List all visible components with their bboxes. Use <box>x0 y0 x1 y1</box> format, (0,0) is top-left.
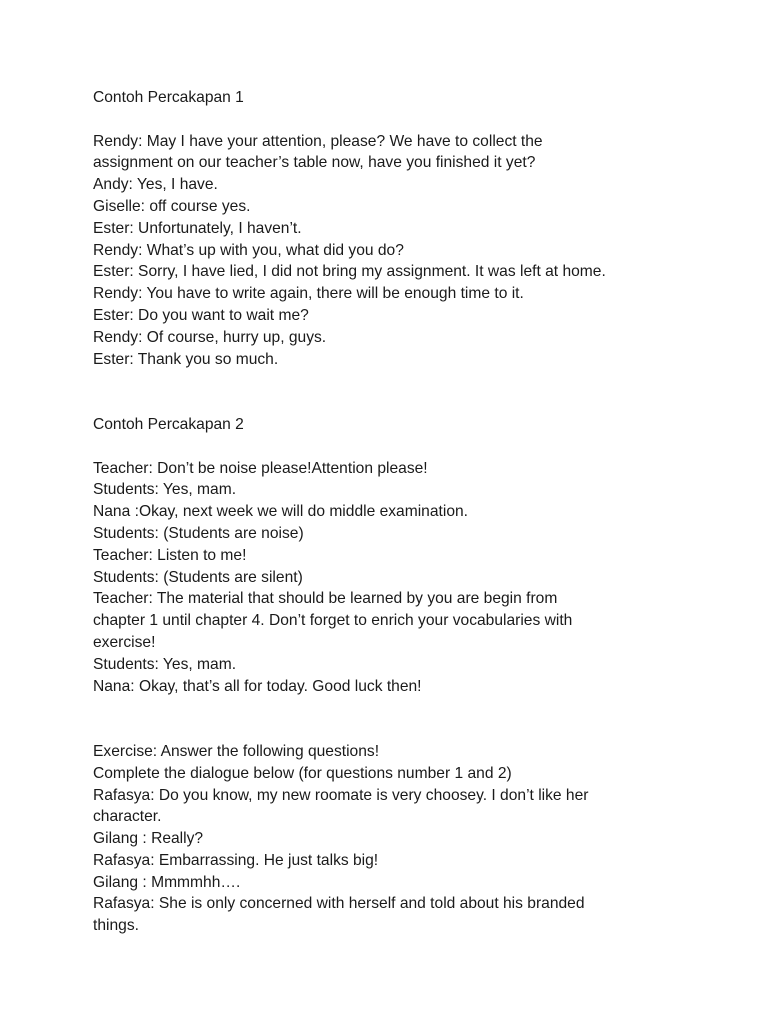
dialogue-line: Students: (Students are silent) <box>93 568 303 586</box>
dialogue-line: exercise! <box>93 633 156 651</box>
dialogue-line: Rendy: What’s up with you, what did you do? <box>93 241 404 259</box>
dialogue-line: Ester: Thank you so much. <box>93 350 279 368</box>
exercise-line: Rafasya: She is only concerned with herself and told about his branded <box>93 895 585 913</box>
section-title: Contoh Percakapan 2 <box>93 415 244 433</box>
spacer <box>93 436 733 458</box>
spacer <box>93 109 733 131</box>
dialogue-line: Rendy: You have to write again, there will be enough time to it. <box>93 285 524 303</box>
exercise-line: things. <box>93 917 139 935</box>
exercise-line: Gilang : Really? <box>93 830 204 848</box>
dialogue-1 <box>93 131 733 371</box>
exercise-line: Complete the dialogue below (for questions number 1 and 2) <box>93 764 512 782</box>
dialogue-line: Giselle: off course yes. <box>93 197 251 215</box>
spacer <box>93 697 733 741</box>
dialogue-line: Students: Yes, mam. <box>93 655 237 673</box>
dialogue-line: Rendy: Of course, hurry up, guys. <box>93 328 327 346</box>
dialogue-line: assignment on our teacher’s table now, have you finished it yet? <box>93 154 536 172</box>
exercise-line: character. <box>93 808 162 826</box>
dialogue-line: Teacher: Listen to me! <box>93 546 247 564</box>
dialogue-line: Ester: Unfortunately, I haven’t. <box>93 219 302 237</box>
dialogue-line: Andy: Yes, I have. <box>93 176 218 194</box>
dialogue-2 <box>93 458 733 698</box>
dialogue-line: Ester: Sorry, I have lied, I did not bring my assignment. It was left at home. <box>93 263 606 281</box>
document-page <box>93 87 733 937</box>
dialogue-line: Students: Yes, mam. <box>93 481 237 499</box>
exercise-line: Rafasya: Embarrassing. He just talks big! <box>93 851 379 869</box>
dialogue-line: Teacher: The material that should be learned by you are begin from <box>93 590 558 608</box>
section-title: Contoh Percakapan 1 <box>93 89 244 106</box>
spacer <box>93 370 733 414</box>
dialogue-line: Students: (Students are noise) <box>93 524 304 542</box>
dialogue-line: Nana :Okay, next week we will do middle examination. <box>93 503 469 521</box>
exercise-section <box>93 741 733 937</box>
dialogue-line: Rendy: May I have your attention, please? We have to collect the <box>93 132 543 150</box>
dialogue-line: chapter 1 until chapter 4. Don’t forget to enrich your vocabularies with <box>93 612 573 630</box>
dialogue-line: Nana: Okay, that’s all for today. Good luck then! <box>93 677 422 695</box>
exercise-line: Rafasya: Do you know, my new roomate is very choosey. I don’t like her <box>93 786 589 804</box>
dialogue-line: Teacher: Don’t be noise please!Attention please! <box>93 459 428 477</box>
exercise-line: Gilang : Mmmmhh…. <box>93 873 241 891</box>
dialogue-line: Ester: Do you want to wait me? <box>93 306 309 324</box>
exercise-line: Exercise: Answer the following questions! <box>93 742 380 760</box>
